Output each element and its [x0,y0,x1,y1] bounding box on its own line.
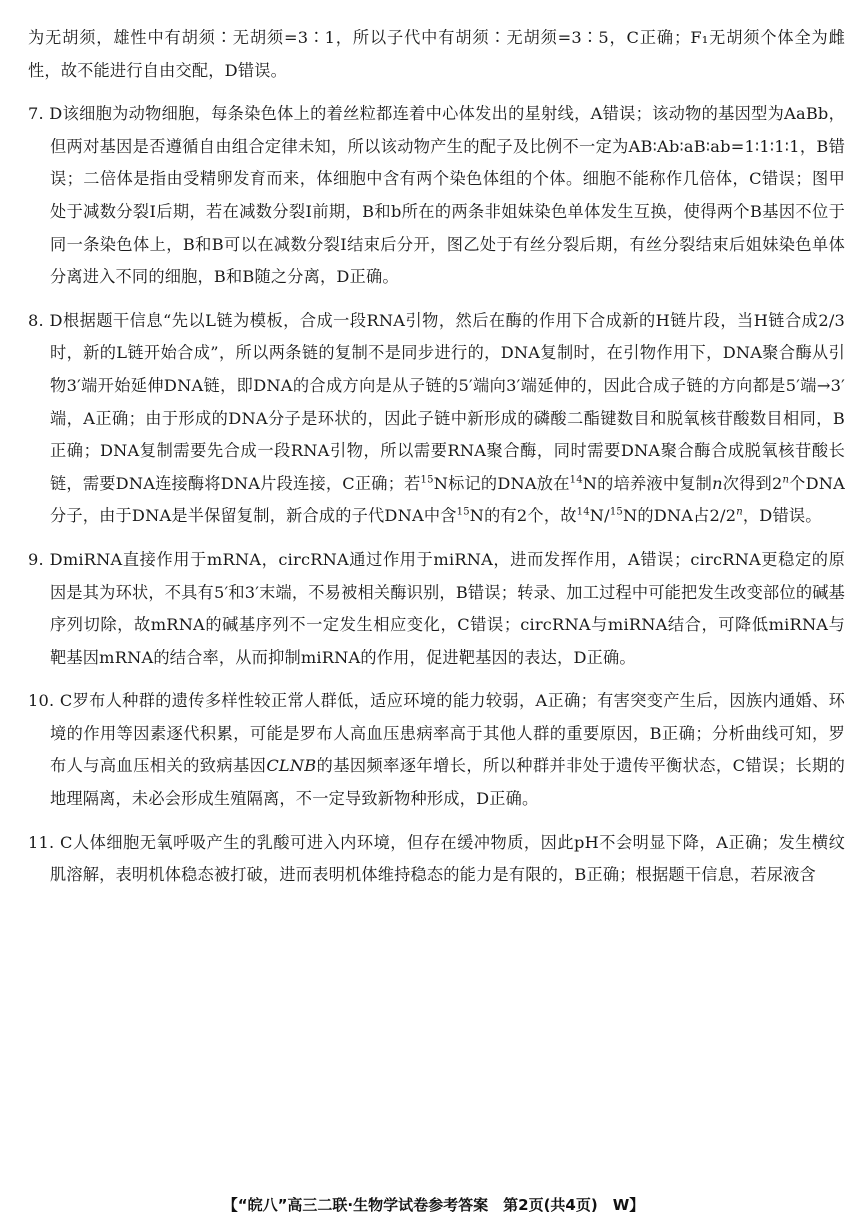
q8-sup-2: 14 [569,474,583,486]
q8-sup-5: 14 [576,506,590,518]
q8-text-d: 次得到2 [722,473,783,493]
q8-text-e: 个DNA分子，由于DNA是半保留复制，新合成的子代DNA中含 [50,473,846,526]
q8-sup-4: 15 [456,506,470,518]
q8-text-f: N的有2个，故 [469,506,577,526]
q8-text-i: ，D错误。 [742,506,822,526]
q8-number: 8. D [28,310,63,330]
q8-text-b: N标记的DNA放在 [433,473,570,493]
q9-text: miRNA直接作用于mRNA，circRNA通过作用于miRNA，进而发挥作用，A错误；circRNA更稳定的原因是其为环状，不具有5′和3′末端，不易被相关酶识别，B错误；转录、加工过程中可能把发生改变部位的碱基序列切除，故mRNA的碱基序列不一定发生相应变化，C错误；circRNA与miRNA结合，可降低miRNA与靶基因mRNA的结合率，从而抑制miRNA的作用，促进靶基因的表达，D正确。 [50,549,845,667]
q10-gene: CLNB [266,756,317,776]
q11-number: 11. C [28,832,73,852]
q9-number: 9. D [28,549,63,569]
paragraph-q9 [28,544,845,674]
paragraph-q7 [28,98,845,294]
q8-text-a: 根据题干信息“先以L链为模板，合成一段RNA引物，然后在酶的作用下合成新的H链片段，当H链合成2/3时，新的L链开始合成”，所以两条链的复制不是同步进行的，DNA复制时，在引物作用下，DNA聚合酶从引物3′端开始延伸DNA链，即DNA的合成方向是从子链的5′端向3′端延伸的，因此合成子链的方向都是5′端→3′端，A正确；由于形成的DNA分子是环状的，因此子链中新形成的磷酸二酯键数目和脱氧核苷酸数目相同，B正确；DNA复制需要先合成一段RNA引物，所以需要RNA聚合酶，同时需要DNA聚合酶合成脱氧核苷酸长链，需要DNA连接酶将DNA片段连接，C正确；若 [50,310,845,493]
q10-number: 10. C [28,691,73,711]
q8-text-h: N的DNA占2/2 [622,506,737,526]
q11-text: 人体细胞无氧呼吸产生的乳酸可进入内环境，但存在缓冲物质，因此pH不会明显下降，A正确；发生横纹肌溶解，表明机体稳态被打破，进而表明机体维持稳态的能力是有限的，B正确；根据题干信息，若尿液含 [50,832,845,885]
q7-number: 7. D [28,104,63,124]
paragraph-q10 [28,685,845,815]
q8-sup-3: n [782,474,790,486]
q7-text: 该细胞为动物细胞，每条染色体上的着丝粒都连着中心体发出的星射线，A错误；该动物的基因型为AaBb，但两对基因是否遵循自由组合定律未知，所以该动物产生的配子及比例不一定为AB∶Ab∶aB∶ab=1∶1∶1∶1，B错误；二倍体是指由受精卵发育而来，体细胞中含有两个染色体组的个体。细胞不能称作几倍体，C错误；图甲处于减数分裂Ⅰ后期，若在减数分裂Ⅰ前期，B和b所在的两条非姐妹染色单体发生互换，使得两个B基因不位于同一条染色体上，B和B可以在减数分裂Ⅰ结束后分开，图乙处于有丝分裂后期，有丝分裂结束后姐妹染色单体分离进入不同的细胞，B和B随之分离，D正确。 [50,104,845,287]
q10-text-b: 的基因频率逐年增长，所以种群并非处于遗传平衡状态，C错误；长期的地理隔离，未必会形成生殖隔离，不一定导致新物种形成，D正确。 [50,756,845,809]
q8-n: n [712,473,723,493]
paragraph-q11 [28,827,845,892]
q8-text-g: N/ [589,506,610,526]
paragraph-q6-continued [28,22,845,87]
q6-continued-text: 为无胡须，雄性中有胡须∶无胡须=3∶1，所以子代中有胡须∶无胡须=3∶5，C正确；F₁无胡须个体全为雌性，故不能进行自由交配，D错误。 [28,28,845,80]
q8-sup-6: 15 [609,506,623,518]
q8-sup-7: n [736,506,743,518]
page-footer: 【“皖八”高三二联·生物学试卷参考答案 第2页(共4页) W】 [222,1196,645,1214]
q8-sup-1: 15 [420,474,434,486]
q8-text-c: N的培养液中复制 [582,473,713,493]
q10-text-a: 罗布人种群的遗传多样性较正常人群低，适应环境的能力较弱，A正确；有害突变产生后，因族内通婚、环境的作用等因素逐代积累，可能是罗布人高血压患病率高于其他人群的重要原因，B正确；分析曲线可知，罗布人与高血压相关的致病基因 [50,691,845,776]
paragraph-q8 [28,305,845,533]
